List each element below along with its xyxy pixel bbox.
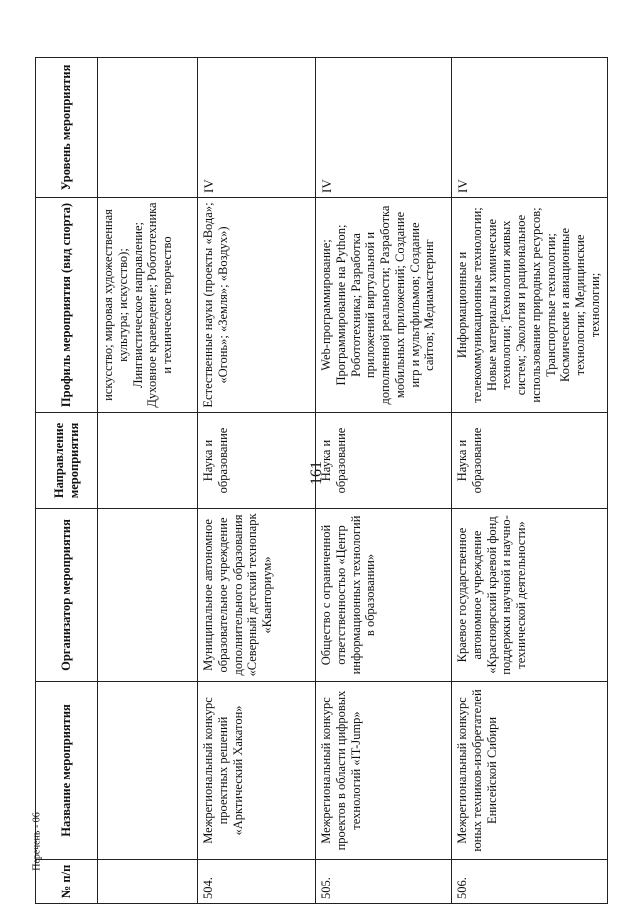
cell-num bbox=[98, 860, 198, 904]
cell-name: Межрегиональный конкурс проектных решений «Арктический Хакатон» bbox=[198, 682, 316, 860]
cell-direction bbox=[98, 413, 198, 509]
cell-level: IV bbox=[198, 58, 316, 198]
cell-organizer bbox=[98, 509, 198, 682]
cell-direction: Наука и образование bbox=[452, 413, 608, 509]
cell-profile: Web-программирование; Программирование на Python; Робототехника; Разработка приложений виртуальной и дополненной реальности; Разработка мобильных приложений; Создание игр и мультфильмов; Создание сайтов; Медиамастеринг bbox=[316, 198, 452, 413]
cell-direction: Наука и образование bbox=[316, 413, 452, 509]
header-num: № п/п bbox=[36, 860, 98, 904]
header-organizer: Организатор мероприятия bbox=[36, 509, 98, 682]
footer-note: Перечень - 06 bbox=[31, 812, 43, 871]
cell-level: IV bbox=[316, 58, 452, 198]
cell-profile: Естественные науки (проекты «Вода»; «Огонь»; «Земля»; «Воздух») bbox=[198, 198, 316, 413]
table-header-row bbox=[36, 58, 98, 904]
cell-organizer: Общество с ограниченной ответственностью «Центр информационных технологий в образовании» bbox=[316, 509, 452, 682]
cell-num: 505. bbox=[316, 860, 452, 904]
cell-direction: Наука и образование bbox=[198, 413, 316, 509]
header-level: Уровень мероприятия bbox=[36, 58, 98, 198]
rotated-table-container bbox=[35, 58, 607, 904]
cell-organizer: Краевое государственное автономное учреждение «Красноярский краевой фонд поддержки научной и научно-технической деятельности» bbox=[452, 509, 608, 682]
cell-profile: искусство; мировая художественная культура; искусство); Лингвистическое направление; Духовное краеведение; Робототехника и техническое творчество bbox=[98, 198, 198, 413]
cell-organizer: Муниципальное автономное образовательное учреждение дополнительного образования «Северный детский технопарк «Кванториум» bbox=[198, 509, 316, 682]
cell-num: 504. bbox=[198, 860, 316, 904]
header-name: Название мероприятия bbox=[36, 682, 98, 860]
table-row bbox=[316, 58, 452, 904]
header-profile: Профиль мероприятия (вид спорта) bbox=[36, 198, 98, 413]
cell-name bbox=[98, 682, 198, 860]
page-number: 161 bbox=[308, 461, 325, 485]
cell-name: Межрегиональный конкурс проектов в области цифровых технологий «IT-Jump» bbox=[316, 682, 452, 860]
cell-level bbox=[98, 58, 198, 198]
cell-num: 506. bbox=[452, 860, 608, 904]
table-row bbox=[452, 58, 608, 904]
cell-profile: Информационные и телекоммуникационные технологии; Новые материалы и химические технологии; Технологии живых систем; Экология и рациональное использование природных ресурсов; Транспортные технологии; Космические и авиационные технологии; Медицинские технологии; bbox=[452, 198, 608, 413]
table-row bbox=[198, 58, 316, 904]
cell-level: IV bbox=[452, 58, 608, 198]
header-direction: Направление мероприятия bbox=[36, 413, 98, 509]
table-row bbox=[98, 58, 198, 904]
cell-name: Межрегиональный конкурс юных техников-изобретателей Енисейской Сибири bbox=[452, 682, 608, 860]
events-table bbox=[35, 57, 608, 904]
